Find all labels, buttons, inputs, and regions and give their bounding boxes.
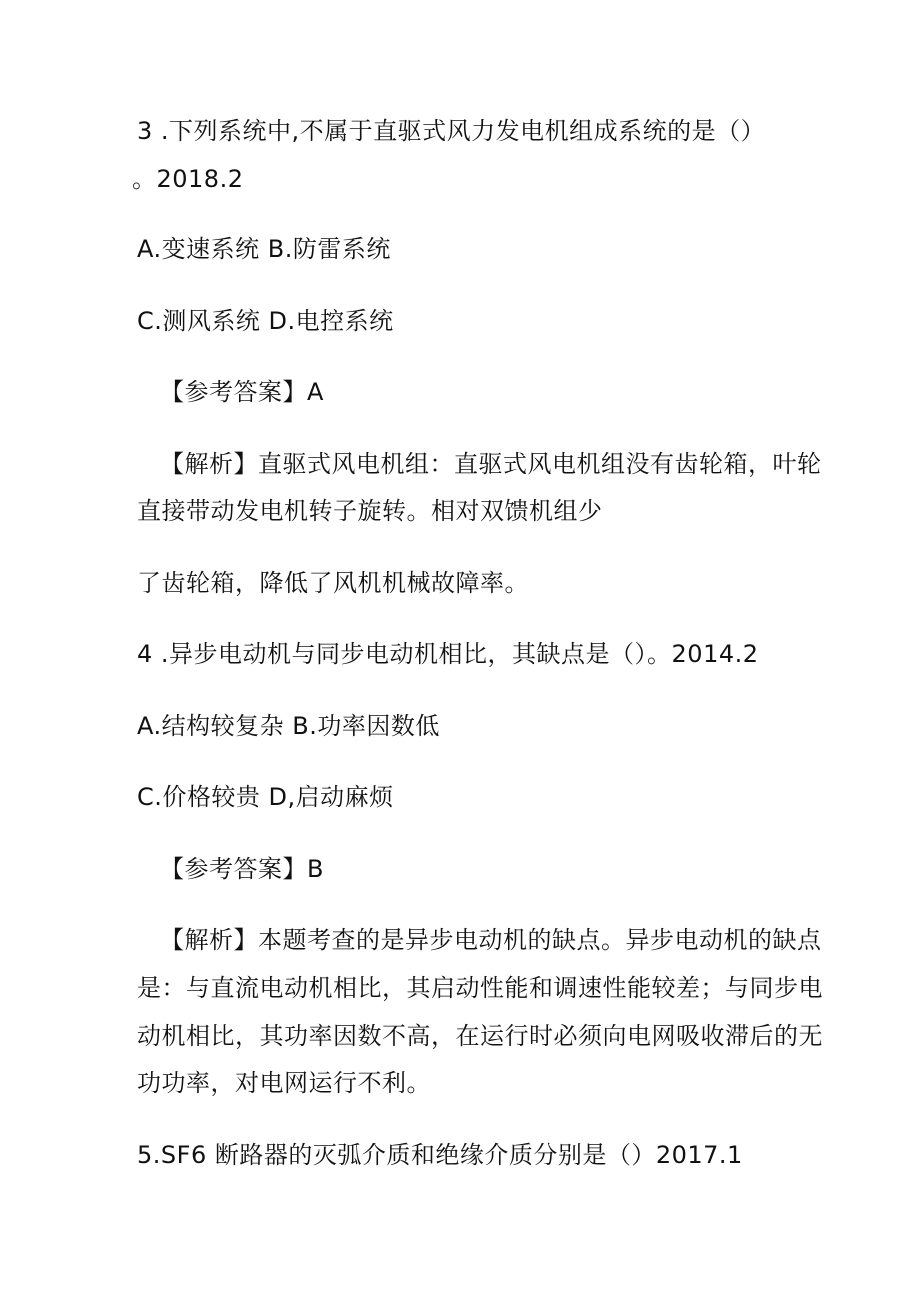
question-4-analysis-line-3: 动机相比，其功率因数不高，在运行时必须向电网吸收滞后的无 <box>137 1022 823 1050</box>
question-5-stem: 5.SF6 断路器的灭弧介质和绝缘介质分别是（）2017.1 <box>137 1141 743 1169</box>
question-3-answer: 【参考答案】A <box>160 378 324 406</box>
question-3-stem-line-2: 。2018.2 <box>132 165 244 193</box>
question-3-analysis-line-2: 直接带动发电机转子旋转。相对双馈机组少 <box>137 497 603 525</box>
question-4-analysis-line-2: 是：与直流电动机相比，其启动性能和调速性能较差；与同步电 <box>137 974 823 1002</box>
question-4-options-ab: A.结构较复杂 B.功率因数低 <box>137 712 440 740</box>
question-3-options-cd: C.测风系统 D.电控系统 <box>137 307 394 335</box>
question-4-options-cd: C.价格较贵 D,启动麻烦 <box>137 783 394 811</box>
question-3-stem-line-1: 3 .下列系统中,不属于直驱式风力发电机组成系统的是（） <box>137 117 766 145</box>
question-3-analysis-line-3: 了齿轮箱，降低了风机机械故障率。 <box>137 569 529 597</box>
question-3-options-ab: A.变速系统 B.防雷系统 <box>137 235 391 263</box>
question-3-analysis-line-1: 【解析】直驱式风电机组：直驱式风电机组没有齿轮箱，叶轮 <box>160 450 822 478</box>
question-4-analysis-line-4: 功功率，对电网运行不利。 <box>137 1069 431 1097</box>
question-4-analysis-line-1: 【解析】本题考查的是异步电动机的缺点。异步电动机的缺点 <box>160 926 822 954</box>
question-4-answer: 【参考答案】B <box>160 855 324 883</box>
question-4-stem: 4 .异步电动机与同步电动机相比，其缺点是（）。2014.2 <box>137 640 759 668</box>
